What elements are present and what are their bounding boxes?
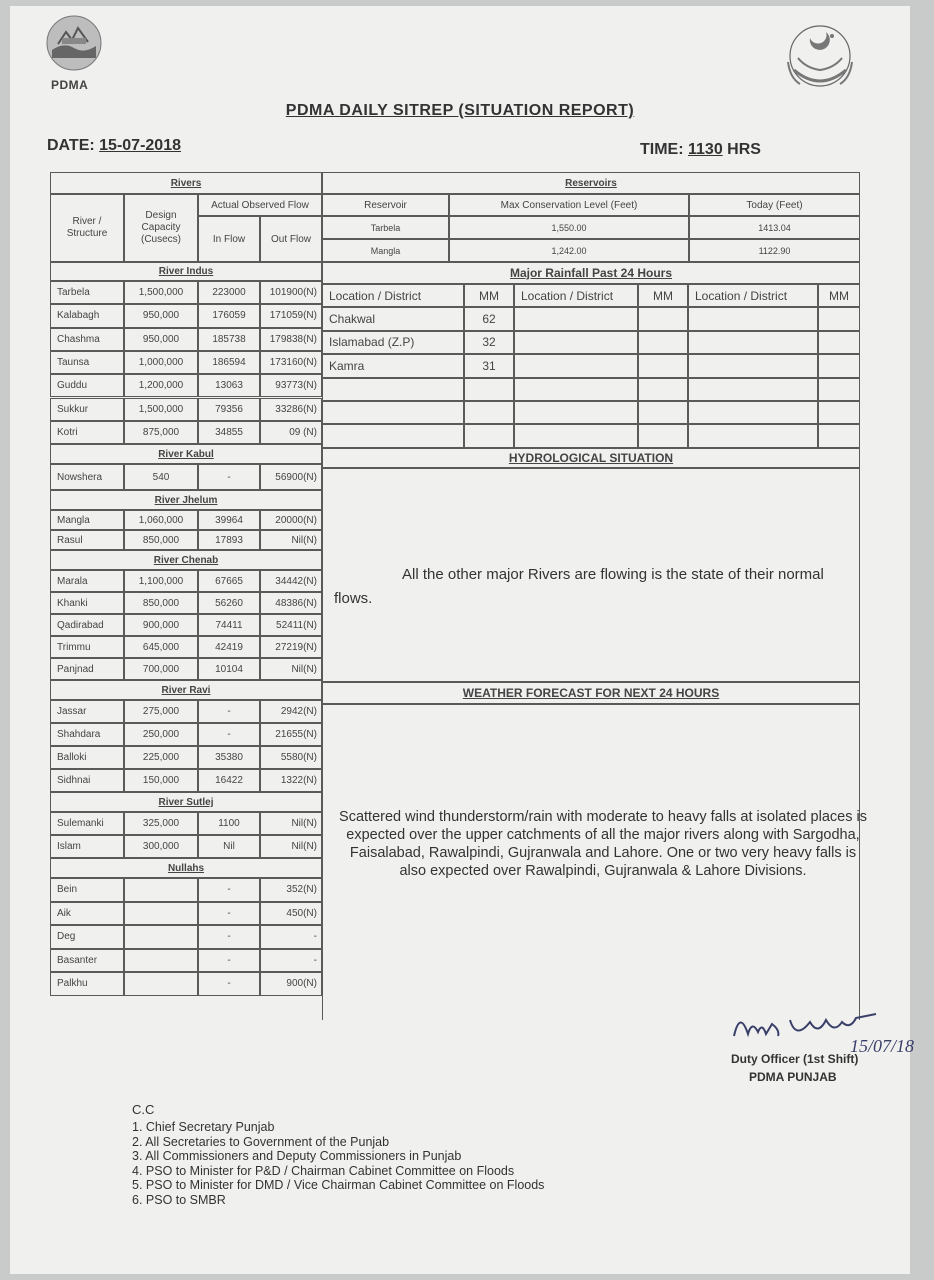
out-flow-cell: 352(N) (260, 878, 322, 902)
col-actual-flow: Actual Observed Flow (198, 194, 322, 216)
river-structure-cell: Khanki (50, 592, 124, 614)
river-structure-cell: Chashma (50, 328, 124, 351)
design-capacity-cell: 645,000 (124, 636, 198, 658)
in-flow-cell: 13063 (198, 374, 260, 397)
in-flow-cell: 79356 (198, 398, 260, 421)
river-group-title: River Indus (50, 262, 322, 281)
out-flow-cell: 27219(N) (260, 636, 322, 658)
river-structure-cell: Rasul (50, 530, 124, 550)
reservoir-row-name: Tarbela (322, 216, 449, 239)
design-capacity-cell: 300,000 (124, 835, 198, 858)
cc-item: 4. PSO to Minister for P&D / Chairman Cabinet Committee on Floods (132, 1163, 515, 1178)
col-out-flow: Out Flow (260, 216, 322, 262)
rainfall-location-cell (688, 378, 818, 401)
design-capacity-cell: 1,060,000 (124, 510, 198, 530)
rainfall-location-cell (688, 307, 818, 330)
river-structure-cell: Kotri (50, 421, 124, 444)
rainfall-location-cell: Chakwal (322, 307, 464, 330)
rainfall-mm-cell (818, 307, 860, 330)
cc-item: 1. Chief Secretary Punjab (132, 1120, 275, 1134)
out-flow-cell: 171059(N) (260, 304, 322, 327)
in-flow-cell: - (198, 878, 260, 902)
river-structure-cell: Bein (50, 878, 124, 902)
rainfall-mm-cell: 32 (464, 331, 514, 354)
reservoir-row-name: Mangla (322, 239, 449, 262)
rainfall-mm-cell (464, 401, 514, 424)
rivers-section-title: Rivers (50, 172, 322, 194)
col-today: Today (Feet) (689, 194, 860, 216)
river-group-title: River Ravi (50, 680, 322, 700)
river-structure-cell: Sukkur (50, 398, 124, 421)
design-capacity-cell (124, 902, 198, 926)
in-flow-cell: - (198, 902, 260, 926)
col-location-district: Location / District (514, 284, 638, 307)
in-flow-cell: 35380 (198, 746, 260, 769)
river-structure-cell: Marala (50, 570, 124, 592)
in-flow-cell: 10104 (198, 658, 260, 680)
design-capacity-cell (124, 972, 198, 996)
rainfall-mm-cell (638, 401, 688, 424)
out-flow-cell: 20000(N) (260, 510, 322, 530)
rainfall-mm-cell (818, 378, 860, 401)
river-structure-cell: Balloki (50, 746, 124, 769)
design-capacity-cell: 150,000 (124, 769, 198, 792)
river-structure-cell: Guddu (50, 374, 124, 397)
pdma-logo-text: PDMA (51, 78, 89, 92)
river-structure-cell: Qadirabad (50, 614, 124, 636)
in-flow-cell: - (198, 723, 260, 746)
reservoir-row-today: 1122.90 (689, 239, 860, 262)
col-max-conservation: Max Conservation Level (Feet) (449, 194, 689, 216)
design-capacity-cell: 1,500,000 (124, 281, 198, 304)
river-structure-cell: Aik (50, 902, 124, 926)
in-flow-cell: 185738 (198, 328, 260, 351)
river-structure-cell: Palkhu (50, 972, 124, 996)
design-capacity-cell (124, 878, 198, 902)
river-group-title: Nullahs (50, 858, 322, 878)
out-flow-cell: 173160(N) (260, 351, 322, 374)
river-group-title: River Sutlej (50, 792, 322, 812)
col-mm: MM (638, 284, 688, 307)
out-flow-cell: - (260, 949, 322, 973)
punjab-emblem-icon (780, 18, 860, 92)
out-flow-cell: 34442(N) (260, 570, 322, 592)
river-structure-cell: Mangla (50, 510, 124, 530)
rainfall-location-cell (514, 354, 638, 377)
rainfall-location-cell (514, 424, 638, 447)
design-capacity-cell: 850,000 (124, 592, 198, 614)
cc-title: C.C (132, 1102, 155, 1117)
out-flow-cell: 21655(N) (260, 723, 322, 746)
out-flow-cell: 93773(N) (260, 374, 322, 397)
rainfall-mm-cell: 62 (464, 307, 514, 330)
out-flow-cell: 1322(N) (260, 769, 322, 792)
col-mm: MM (464, 284, 514, 307)
rainfall-mm-cell (638, 378, 688, 401)
rainfall-location-cell (688, 331, 818, 354)
in-flow-cell: 39964 (198, 510, 260, 530)
forecast-section-title: WEATHER FORECAST FOR NEXT 24 HOURS (322, 682, 860, 704)
design-capacity-cell (124, 925, 198, 949)
river-structure-cell: Sulemanki (50, 812, 124, 835)
cc-item: 3. All Commissioners and Deputy Commissioners in Punjab (132, 1149, 462, 1163)
design-capacity-cell: 1,500,000 (124, 398, 198, 421)
river-structure-cell: Islam (50, 835, 124, 858)
design-capacity-cell: 225,000 (124, 746, 198, 769)
in-flow-cell: 17893 (198, 530, 260, 550)
rainfall-mm-cell (818, 331, 860, 354)
out-flow-cell: 101900(N) (260, 281, 322, 304)
reservoir-row-max: 1,550.00 (449, 216, 689, 239)
cc-item: 6. PSO to SMBR (132, 1192, 226, 1207)
in-flow-cell: 56260 (198, 592, 260, 614)
rainfall-mm-cell (464, 378, 514, 401)
design-capacity-cell: 540 (124, 464, 198, 490)
col-reservoir: Reservoir (322, 194, 449, 216)
signature-date: 15/07/18 (850, 1036, 915, 1056)
out-flow-cell: 33286(N) (260, 398, 322, 421)
river-group-title: River Kabul (50, 444, 322, 464)
rainfall-location-cell (688, 424, 818, 447)
out-flow-cell: Nil(N) (260, 835, 322, 858)
col-location-district: Location / District (688, 284, 818, 307)
pdma-logo-icon (44, 14, 104, 72)
pdma-punjab-label: PDMA PUNJAB (749, 1070, 837, 1084)
rainfall-location-cell (514, 401, 638, 424)
design-capacity-cell: 850,000 (124, 530, 198, 550)
out-flow-cell: - (260, 925, 322, 949)
out-flow-cell: 179838(N) (260, 328, 322, 351)
in-flow-cell: - (198, 972, 260, 996)
rainfall-mm-cell (638, 424, 688, 447)
design-capacity-cell: 700,000 (124, 658, 198, 680)
river-structure-cell: Deg (50, 925, 124, 949)
rainfall-mm-cell (818, 401, 860, 424)
design-capacity-cell: 875,000 (124, 421, 198, 444)
time-label: TIME: (640, 141, 684, 158)
river-structure-cell: Nowshera (50, 464, 124, 490)
river-structure-cell: Kalabagh (50, 304, 124, 327)
rainfall-location-cell: Kamra (322, 354, 464, 377)
river-structure-cell: Trimmu (50, 636, 124, 658)
time-value: 1130 (688, 141, 723, 158)
rainfall-mm-cell (638, 307, 688, 330)
rainfall-mm-cell (818, 424, 860, 447)
river-structure-cell: Jassar (50, 700, 124, 723)
out-flow-cell: 5580(N) (260, 746, 322, 769)
out-flow-cell: 450(N) (260, 902, 322, 926)
river-structure-cell: Basanter (50, 949, 124, 973)
cc-item: 2. All Secretaries to Government of the Punjab (132, 1134, 390, 1149)
col-mm: MM (818, 284, 860, 307)
design-capacity-cell (124, 949, 198, 973)
out-flow-cell: Nil(N) (260, 812, 322, 835)
date-line (47, 137, 181, 155)
rainfall-mm-cell (818, 354, 860, 377)
rainfall-mm-cell (464, 424, 514, 447)
design-capacity-cell: 275,000 (124, 700, 198, 723)
handwritten-signature-icon (700, 1000, 920, 1100)
design-capacity-cell: 900,000 (124, 614, 198, 636)
out-flow-cell: 2942(N) (260, 700, 322, 723)
rainfall-location-cell (322, 378, 464, 401)
in-flow-cell: 1100 (198, 812, 260, 835)
rainfall-mm-cell: 31 (464, 354, 514, 377)
out-flow-cell: 48386(N) (260, 592, 322, 614)
time-line (640, 141, 761, 159)
date-label: DATE: (47, 137, 95, 154)
rainfall-mm-cell (638, 354, 688, 377)
in-flow-cell: 42419 (198, 636, 260, 658)
design-capacity-cell: 1,200,000 (124, 374, 198, 397)
reservoir-row-max: 1,242.00 (449, 239, 689, 262)
cc-item: 5. PSO to Minister for DMD / Vice Chairman Cabinet Committee on Floods (132, 1178, 545, 1192)
rainfall-location-cell (322, 401, 464, 424)
rainfall-location-cell (688, 354, 818, 377)
out-flow-cell: Nil(N) (260, 658, 322, 680)
in-flow-cell: 176059 (198, 304, 260, 327)
in-flow-cell: 74411 (198, 614, 260, 636)
in-flow-cell: 34855 (198, 421, 260, 444)
in-flow-cell: 16422 (198, 769, 260, 792)
river-group-title: River Chenab (50, 550, 322, 570)
design-capacity-cell: 325,000 (124, 812, 198, 835)
design-capacity-cell: 950,000 (124, 328, 198, 351)
river-structure-cell: Tarbela (50, 281, 124, 304)
in-flow-cell: - (198, 949, 260, 973)
report-title: PDMA DAILY SITREP (SITUATION REPORT) (285, 102, 635, 119)
design-capacity-cell: 1,000,000 (124, 351, 198, 374)
in-flow-cell: 186594 (198, 351, 260, 374)
reservoir-row-today: 1413.04 (689, 216, 860, 239)
rainfall-location-cell (514, 331, 638, 354)
rainfall-location-cell: Islamabad (Z.P) (322, 331, 464, 354)
col-river-structure: River / Structure (50, 194, 124, 262)
reservoirs-section-title: Reservoirs (322, 172, 860, 194)
hydrological-text: All the other major Rivers are flowing is the state of their normal flows. (334, 566, 824, 607)
hydrological-section-title: HYDROLOGICAL SITUATION (322, 448, 860, 468)
rainfall-location-cell (688, 401, 818, 424)
river-structure-cell: Sidhnai (50, 769, 124, 792)
in-flow-cell: 223000 (198, 281, 260, 304)
river-structure-cell: Shahdara (50, 723, 124, 746)
col-location-district: Location / District (322, 284, 464, 307)
rainfall-mm-cell (638, 331, 688, 354)
in-flow-cell: - (198, 925, 260, 949)
col-in-flow: In Flow (198, 216, 260, 262)
col-design-capacity: Design Capacity (Cusecs) (124, 194, 198, 262)
rainfall-location-cell (322, 424, 464, 447)
out-flow-cell: Nil(N) (260, 530, 322, 550)
out-flow-cell: 52411(N) (260, 614, 322, 636)
rainfall-section-title: Major Rainfall Past 24 Hours (322, 262, 860, 284)
in-flow-cell: - (198, 700, 260, 723)
rainfall-location-cell (514, 378, 638, 401)
duty-officer-label: Duty Officer (1st Shift) (731, 1052, 859, 1066)
design-capacity-cell: 950,000 (124, 304, 198, 327)
date-value: 15-07-2018 (99, 137, 181, 154)
out-flow-cell: 09 (N) (260, 421, 322, 444)
river-group-title: River Jhelum (50, 490, 322, 510)
out-flow-cell: 900(N) (260, 972, 322, 996)
in-flow-cell: - (198, 464, 260, 490)
out-flow-cell: 56900(N) (260, 464, 322, 490)
river-structure-cell: Taunsa (50, 351, 124, 374)
time-unit: HRS (727, 141, 761, 158)
forecast-text: Scattered wind thunderstorm/rain with moderate to heavy falls at isolated places is expected over the upper catchments of all the major rivers along with Sargodha, Faisalabad, Rawalpindi, Gujranwala and Lahore. One or two very heavy falls is also expected over Rawalpindi, Gujranwala & Lahore Divisions. (339, 809, 867, 879)
river-structure-cell: Panjnad (50, 658, 124, 680)
rainfall-location-cell (514, 307, 638, 330)
in-flow-cell: Nil (198, 835, 260, 858)
design-capacity-cell: 1,100,000 (124, 570, 198, 592)
design-capacity-cell: 250,000 (124, 723, 198, 746)
in-flow-cell: 67665 (198, 570, 260, 592)
